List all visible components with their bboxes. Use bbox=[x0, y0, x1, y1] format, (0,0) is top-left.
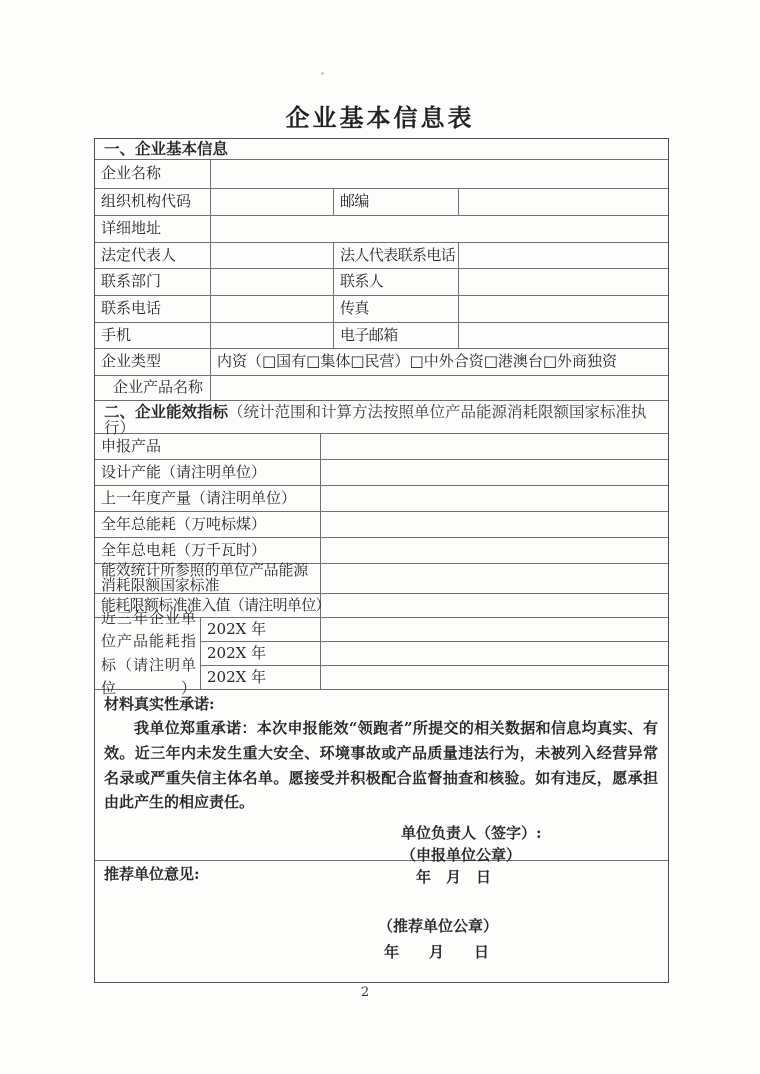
page-title: 企业基本信息表 bbox=[285, 103, 475, 132]
energy-standard-label: 能效统计所参照的单位产品能源消耗限额国家标准 bbox=[95, 564, 321, 593]
table-row bbox=[95, 349, 668, 376]
recommendation-title: 推荐单位意见: bbox=[104, 865, 200, 883]
table-row bbox=[95, 323, 668, 349]
last-year-output-field bbox=[321, 486, 668, 511]
contact-phone-field bbox=[211, 296, 334, 322]
declared-product-label: 申报产品 bbox=[95, 434, 321, 459]
year-3-label: 202X 年 bbox=[201, 666, 321, 689]
quota-entry-value-field bbox=[321, 594, 668, 617]
email-label: 电子邮箱 bbox=[334, 323, 459, 348]
legal-rep-phone-field bbox=[459, 243, 668, 268]
section2-header-row bbox=[95, 401, 668, 438]
address-label: 详细地址 bbox=[95, 216, 211, 242]
section2-header-note: （统计范围和计算方法按照单位产品能源消耗限额国家标准执行） bbox=[104, 403, 647, 438]
year-2-label: 202X 年 bbox=[201, 642, 321, 665]
applicant-seal-label: （申报单位公章） bbox=[401, 845, 522, 864]
table-row bbox=[95, 538, 668, 564]
table-row bbox=[95, 216, 668, 243]
year-2-field bbox=[321, 642, 668, 665]
product-name-field bbox=[211, 376, 668, 400]
mobile-field bbox=[211, 323, 334, 348]
contact-dept-label: 联系部门 bbox=[95, 269, 211, 295]
table-row bbox=[95, 376, 668, 401]
contact-dept-field bbox=[211, 269, 334, 295]
legal-rep-field bbox=[211, 243, 334, 268]
recommendation-row bbox=[95, 861, 668, 984]
scan-artifact-dot bbox=[321, 72, 324, 75]
design-capacity-label: 设计产能（请注明单位） bbox=[95, 460, 321, 485]
three-year-label: 近三年企业单位产品能耗指标（请注明单位） bbox=[95, 618, 201, 689]
declared-product-field bbox=[321, 434, 668, 459]
year-1-field bbox=[321, 618, 668, 641]
annual-electricity-label: 全年总电耗（万千瓦时） bbox=[95, 538, 321, 563]
company-name-field bbox=[211, 160, 668, 188]
table-row bbox=[95, 512, 668, 538]
table-row bbox=[95, 269, 668, 296]
fax-label: 传真 bbox=[334, 296, 459, 322]
annual-energy-label: 全年总能耗（万吨标煤） bbox=[95, 512, 321, 537]
table-row bbox=[95, 296, 668, 323]
section1-header-row bbox=[95, 139, 668, 160]
recommender-seal-label: （推荐单位公章） bbox=[378, 917, 499, 935]
company-type-options: 内资（□国有□集体□民营）□中外合资□港澳台□外商独资 bbox=[217, 352, 618, 371]
year-3-field bbox=[321, 666, 668, 689]
mobile-label: 手机 bbox=[95, 323, 211, 348]
table-row bbox=[95, 243, 668, 269]
annual-energy-field bbox=[321, 512, 668, 537]
responsible-person-sign-label: 单位负责人（签字）: bbox=[401, 824, 542, 842]
fax-field bbox=[459, 296, 668, 322]
table-row bbox=[95, 189, 668, 216]
postal-code-label: 邮编 bbox=[334, 189, 459, 215]
commitment-body: 我单位郑重承诺：本次申报能效“领跑者”所提交的相关数据和信息均真实、有效。近三年内未发生重大安全、环境事故或产品质量违法行为，未被列入经营异常名录或严重失信主体名单。愿接受并积极配合监督抽查和核验。如有违反，愿承担由此产生的相应责任。 bbox=[104, 719, 658, 812]
contact-phone-label: 联系电话 bbox=[95, 296, 211, 322]
table-row bbox=[201, 618, 668, 642]
section2-header-bold: 二、企业能效指标 bbox=[104, 402, 229, 421]
company-name-label: 企业名称 bbox=[95, 160, 211, 188]
page-number: 2 bbox=[360, 985, 370, 1000]
design-capacity-field bbox=[321, 460, 668, 485]
last-year-output-label: 上一年度产量（请注明单位） bbox=[95, 486, 321, 511]
address-field bbox=[211, 216, 668, 242]
legal-rep-phone-label: 法人代表联系电话 bbox=[334, 243, 459, 268]
enterprise-info-form-table bbox=[94, 138, 669, 983]
three-year-energy-block bbox=[95, 609, 668, 697]
contact-person-field bbox=[459, 269, 668, 295]
recommendation-cell bbox=[95, 861, 668, 984]
table-row bbox=[95, 561, 668, 594]
table-row bbox=[95, 160, 668, 189]
recommendation-date-label: 年 月 日 bbox=[384, 943, 490, 961]
commitment-title: 材料真实性承诺: bbox=[104, 695, 215, 713]
section2-header bbox=[95, 401, 668, 438]
table-row bbox=[95, 460, 668, 486]
email-field bbox=[459, 323, 668, 348]
org-code-label: 组织机构代码 bbox=[95, 189, 211, 215]
table-row bbox=[201, 642, 668, 666]
annual-electricity-field bbox=[321, 538, 668, 563]
company-type-label: 企业类型 bbox=[95, 349, 211, 375]
table-row bbox=[201, 666, 668, 689]
table-row bbox=[95, 486, 668, 512]
contact-person-label: 联系人 bbox=[334, 269, 459, 295]
three-year-rows bbox=[201, 618, 668, 689]
legal-rep-label: 法定代表人 bbox=[95, 243, 211, 268]
table-row bbox=[95, 434, 668, 460]
energy-standard-field bbox=[321, 564, 668, 593]
quota-entry-value-label: 能耗限额标准准入值（请注明单位） bbox=[95, 594, 321, 617]
postal-code-field bbox=[459, 189, 668, 215]
product-name-label: 企业产品名称 bbox=[95, 376, 211, 400]
org-code-field bbox=[211, 189, 334, 215]
commitment-date-label: 年 月 日 bbox=[416, 867, 492, 886]
section1-header: 一、企业基本信息 bbox=[104, 139, 229, 159]
year-1-label: 202X 年 bbox=[201, 618, 321, 641]
